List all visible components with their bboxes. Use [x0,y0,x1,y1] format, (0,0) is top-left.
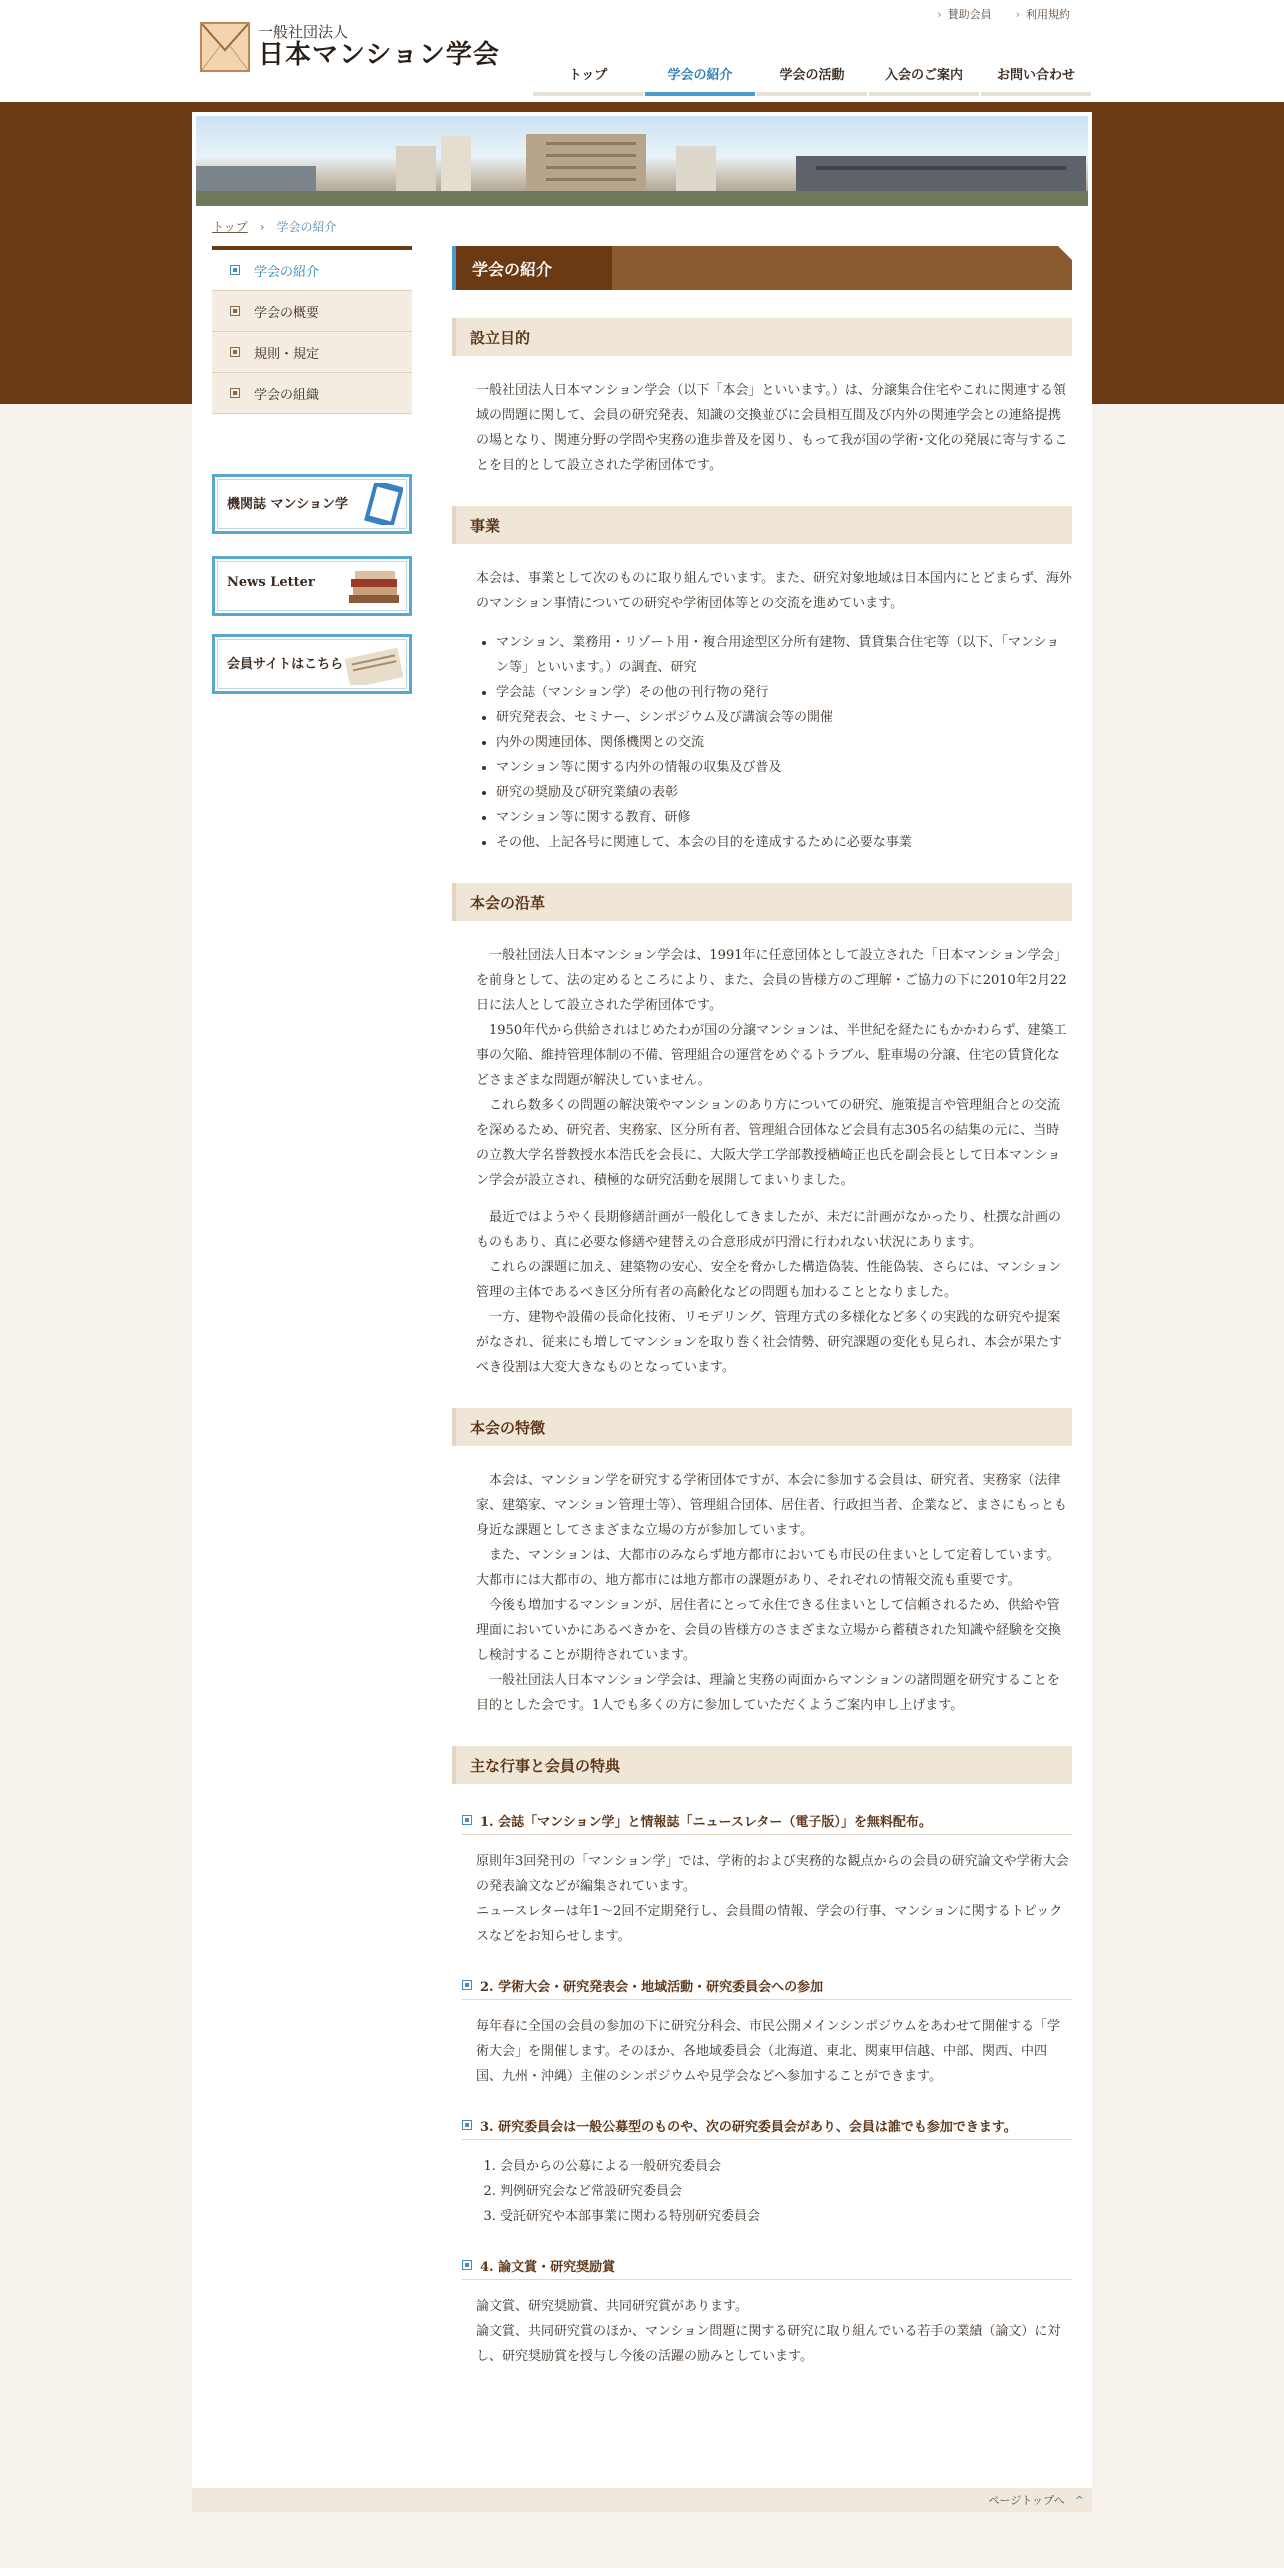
nav-contact[interactable]: お問い合わせ [981,54,1091,96]
hero-image-apartments [196,116,1088,206]
page-title: 学会の紹介 [452,246,1072,290]
publications-text: 原則年3回発刊の「マンション学」では、学術的および実務的な観点からの会員の研究論文や学術大会の発表論文などが編集されています。 ニュースレターは年1～2回不定期発行し、会員間の情報、学会の行事、マンションに関するトピックスなどをお知らせします。 [476,1854,1069,1944]
breadcrumb-home-link[interactable]: トップ [212,220,248,234]
books-stack-icon [339,565,403,607]
section-heading-events: 主な行事と会員の特典 [452,1746,1072,1784]
list-item: 1. 会員からの公募による一般研究委員会 [500,2154,1072,2179]
envelope-logo-icon [200,22,250,72]
sidebar-item-rules[interactable]: 規則・規定 [212,332,412,373]
bullet-square-icon [462,1980,472,1990]
journal-book-icon [339,483,403,525]
list-item: • 内外の関連団体、関係機関との交流 [496,730,1072,755]
nav-activities[interactable]: 学会の活動 [757,54,867,96]
chevron-right-icon: › [1015,8,1020,21]
newsletter-banner[interactable]: News Letter [212,556,412,616]
sidebar-item-about[interactable]: 学会の紹介 [212,250,412,291]
pagetop-link[interactable]: ページトップへ ^ [988,2494,1084,2507]
footer-bar [192,2488,1092,2512]
sidebar-menu [212,246,412,414]
purpose-text: 一般社団法人日本マンション学会（以下「本会」といいます。）は、分譲集合住宅やこれに関連する領域の問題に関して、会員の研究発表、知識の交換並びに会員相互間及び内外の関連学会との連絡提携の場となり、関連分野の学問や実務の進歩普及を図り、もって我が国の学術･文化の発展に寄与することを目的として設立された学術団体です。 [476,383,1068,473]
subheading-awards: 4. 論文賞・研究奨励賞 [462,2251,1072,2280]
subheading-publications: 1. 会誌「マンション学」と情報誌「ニュースレター（電子版）」を無料配布。 [462,1806,1072,1835]
chevron-up-icon: ^ [1074,2494,1084,2507]
bullet-square-icon [230,265,240,275]
documents-icon [339,643,403,685]
business-intro: 本会は、事業として次のものに取り組んでいます。また、研究対象地域は日本国内にとどまらず、海外のマンション事情についての研究や学術団体等との交流を進めています。 [476,571,1072,611]
list-item: • マンション、業務用・リゾート用・複合用途型区分所有建物、賃貸集合住宅等（以下、「マンション等」といいます。）の調査、研究 [496,630,1072,680]
utility-links [937,6,1070,22]
breadcrumb-separator: › [259,220,265,234]
sidebar-item-overview[interactable]: 学会の概要 [212,291,412,332]
history-text-1: 一般社団法人日本マンション学会は、1991年に任意団体として設立された「日本マンション学会」を前身として、法の定めるところにより、また、会員の皆様方のご理解・ご協力の下に2010年2月22日に法人として設立された学術団体です。 1950年代から供給されはじめたわが国の分譲マンションは、半世紀を経たにもかかわらず、建築工事の欠陥、維持管理体制の不備、管理組合の運営をめぐるトラブル、駐車場の分譲、住宅の賃貸化などさまざまな問題が解決していません。 これら数多くの問題の解決策やマンションのあり方についての研究、施策提言や管理組合との交流を深めるため、研究者、実務家、区分所有者、管理組合団体など会員有志305名の結集の元に、当時の立教大学名誉教授水本浩氏を会長に、大阪大学工学部教授楢崎正也氏を副会長として日本マンション学会が設立され、積極的な研究活動を展開してまいりました。 [476,948,1067,1188]
logo-subtitle: 一般社団法人 [258,23,349,41]
main-content [452,246,1072,2369]
section-heading-purpose: 設立目的 [452,318,1072,356]
bullet-square-icon [230,388,240,398]
business-list [476,630,1072,855]
journal-banner[interactable]: 機関誌 マンション学 [212,474,412,534]
list-item: • マンション等に関する内外の情報の収集及び普及 [496,755,1072,780]
list-item: • 研究発表会、セミナー、シンポジウム及び講演会等の開催 [496,705,1072,730]
features-text: 本会は、マンション学を研究する学術団体ですが、本会に参加する会員は、研究者、実務家（法律家、建築家、マンション管理士等）、管理組合団体、居住者、行政担当者、企業など、まさにもっとも身近な課題としてさまざまな立場の方が参加しています。 また、マンションは、大都市のみならず地方都市においても市民の住まいとして定着しています。大都市には大都市の、地方都市には地方都市の課題があり、それぞれの情報交流も重要です。 今後も増加するマンションが、居住者にとって永住できる住まいとして信頼されるため、供給や管理面においていかにあるべきかを、会員の皆様方のさまざまな立場から蓄積された知識や経験を交換し検討することが期待されています。 一般社団法人日本マンション学会は、理論と実務の両面からマンションの諸問題を研究することを目的とした会です。1人でも多くの方に参加していただくようご案内申し上げます。 [476,1473,1067,1713]
breadcrumb-current: 学会の紹介 [276,220,337,234]
logo-title: 日本マンション学会 [258,40,500,70]
subheading-conference: 2. 学術大会・研究発表会・地域活動・研究委員会への参加 [462,1971,1072,2000]
list-item: 2. 判例研究会など常設研究委員会 [500,2179,1072,2204]
list-item: • 研究の奨励及び研究業績の表彰 [496,780,1072,805]
nav-membership[interactable]: 入会のご案内 [869,54,979,96]
bullet-square-icon [462,2120,472,2130]
global-nav [533,54,1093,96]
awards-text: 論文賞、研究奨励賞、共同研究賞があります。 論文賞、共同研究賞のほか、マンション問題に関する研究に取り組んでいる若手の業績（論文）に対し、研究奨励賞を授与し今後の活躍の励みとしています。 [476,2299,1061,2364]
section-heading-history: 本会の沿革 [452,883,1072,921]
list-item: • 学会誌（マンション学）その他の刊行物の発行 [496,680,1072,705]
nav-top[interactable]: トップ [533,54,643,96]
sidebar-item-organization[interactable]: 学会の組織 [212,373,412,414]
breadcrumb [212,218,336,235]
bullet-square-icon [230,306,240,316]
subheading-committees: 3. 研究委員会は一般公募型のものや、次の研究委員会があり、会員は誰でも参加できます。 [462,2111,1072,2140]
list-item: • その他、上記各号に関連して、本会の目的を達成するために必要な事業 [496,830,1072,855]
member-site-banner[interactable]: 会員サイトはこちら [212,634,412,694]
bullet-square-icon [462,1815,472,1825]
bullet-square-icon [230,347,240,357]
committees-list [476,2154,1072,2229]
nav-about[interactable]: 学会の紹介 [645,54,755,96]
section-heading-business: 事業 [452,506,1072,544]
section-heading-features: 本会の特徴 [452,1408,1072,1446]
bullet-square-icon [462,2260,472,2270]
chevron-right-icon: › [937,8,942,21]
history-text-2: 最近ではようやく長期修繕計画が一般化してきましたが、未だに計画がなかったり、杜撰な計画のものもあり、真に必要な修繕や建替えの合意形成が円滑に行われない状況にあります。 これらの課題に加え、建築物の安心、安全を脅かした構造偽装、性能偽装、さらには、マンション管理の主体であるべき区分所有者の高齢化などの問題も加わることとなりました。 一方、建物や設備の長命化技術、リモデリング、管理方式の多様化など多くの実践的な研究や提案がなされ、従来にも増してマンションを取り巻く社会情勢、研究課題の変化も見られ、本会が果たすべき役割は大変大きなものとなっています。 [476,1210,1062,1375]
site-header [0,0,1284,102]
conference-text: 毎年春に全国の会員の参加の下に研究分科会、市民公開メインシンポジウムをあわせて開催する「学術大会」を開催します。そのほか、各地域委員会（北海道、東北、関東甲信越、中部、関西、中四国、九州・沖縄）主催のシンポジウムや見学会などへ参加することができます。 [476,2019,1060,2084]
list-item: • マンション等に関する教育、研修 [496,805,1072,830]
list-item: 3. 受託研究や本部事業に関わる特別研究委員会 [500,2204,1072,2229]
terms-link[interactable]: › 利用規約 [1015,8,1070,21]
site-logo[interactable] [200,22,500,72]
supporting-member-link[interactable]: › 賛助会員 [937,8,992,21]
